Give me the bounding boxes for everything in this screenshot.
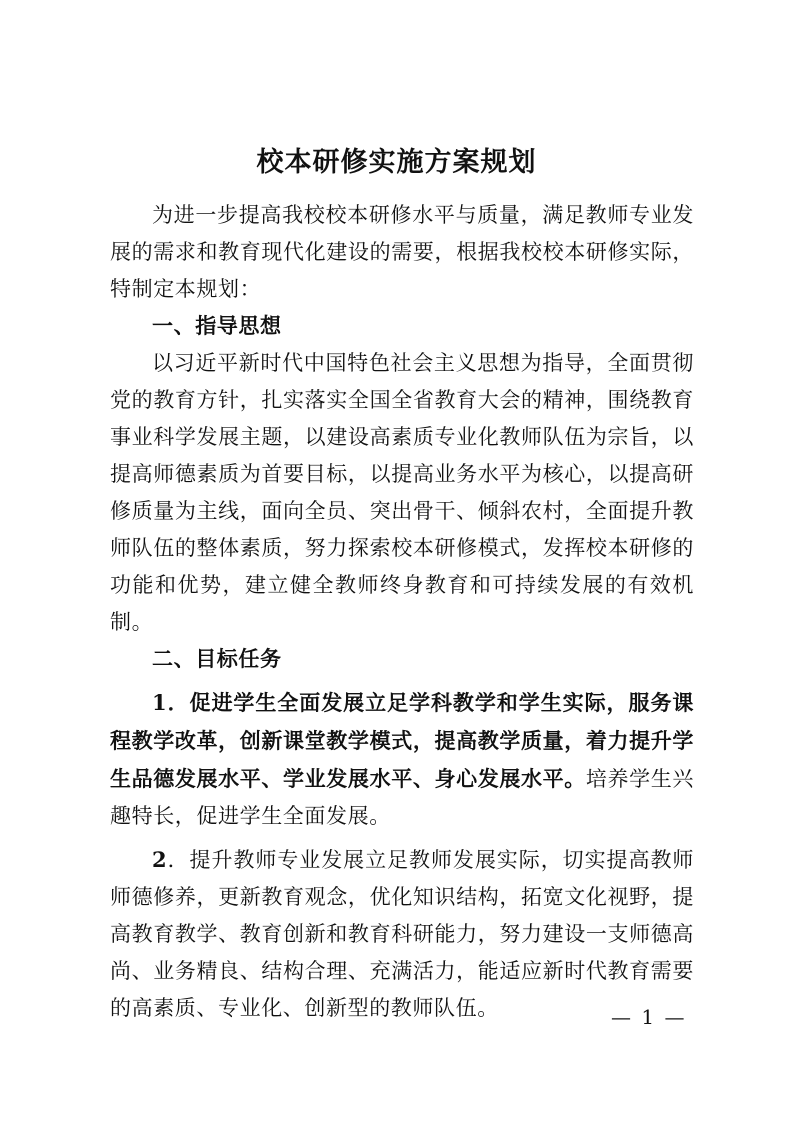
goal-item-text: ．提升教师专业发展立足教师发展实际，切实提高教师师德修养，更新教育观念，优化知识结构，拓宽文化视野，提高教育教学、教育创新和教育科研能力，努力建设一支师德高尚、业务精良、结构合理、充满活力，能适应新时代教育需要的高素质、专业化、创新型的教师队伍。 (110, 848, 694, 1020)
page-number: — 1 — (611, 1005, 687, 1029)
document-title: 校本研修实施方案规划 (256, 147, 537, 178)
goal-item-student-development (110, 684, 694, 835)
goal-item-number: 1 (152, 690, 168, 715)
goal-item-text: 培养学生兴趣特长，促进学生全面发展。 (110, 767, 694, 828)
guiding-ideology-paragraph: 以习近平新时代中国特色社会主义思想为指导，全面贯彻党的教育方针，扎实落实全国全省教育大会的精神，围绕教育事业科学发展主题，以建设高素质专业化教师队伍为宗旨，以提高师德素质为首要目标，以提高业务水平为核心，以提高研修质量为主线，面向全员、突出骨干、倾斜农村，全面提升教师队伍的整体素质，努力探索校本研修模式，发挥校本研修的功能和优势，建立健全教师终身教育和可持续发展的有效机制。 (110, 351, 694, 634)
section-heading-goals-tasks: 二、目标任务 (152, 647, 282, 671)
intro-paragraph: 为进一步提高我校校本研修水平与质量，满足教师专业发展的需求和教育现代化建设的需要，根据我校校本研修实际，特制定本规划： (110, 203, 694, 301)
document-body (110, 197, 694, 1027)
goal-item-teacher-development (110, 841, 694, 1027)
section-heading-guiding-ideology: 一、指导思想 (152, 314, 282, 338)
goal-item-number: 2 (152, 847, 168, 872)
goal-item-bold-text: ．促进学生全面发展立足学科教学和学生实际，服务课程教学改革，创新课堂教学模式，提高教学质量，着力提升学生品德发展水平、学业发展水平、身心发展水平。 (110, 690, 694, 791)
